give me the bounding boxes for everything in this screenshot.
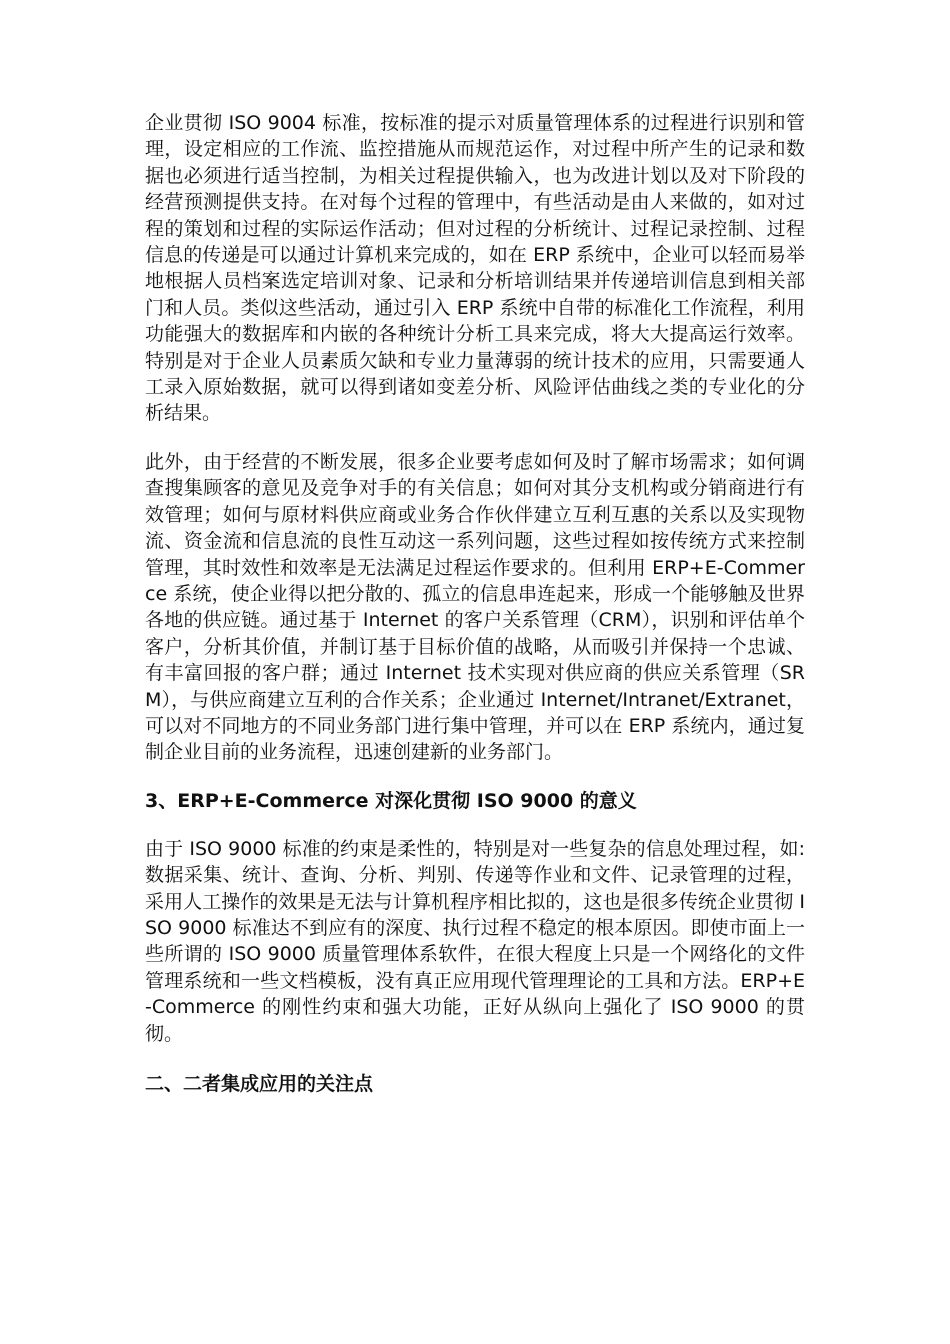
paragraph-iso9000-significance: 由于 ISO 9000 标准的约束是柔性的，特别是对一些复杂的信息处理过程，如:数据采集、统计、查询、分析、判别、传递等作业和文件、记录管理的过程，采用人工操作的效果是无法与计算机程序相比拟的，这也是很多传统企业贯彻 ISO 9000 标准达不到应有的深度、执行过程不稳定的根本原因。即使市面上一些所谓的 ISO 9000 质量管理体系软件，在很大程度上只是一个网络化的文件管理系统和一些文档模板，没有真正应用现代管理理论的工具和方法。ERP+E-Commerce 的刚性约束和强大功能，正好从纵向上强化了 ISO 9000 的贯彻。	[145, 837, 805, 1045]
document-page	[145, 110, 805, 1117]
paragraph-iso9004: 企业贯彻 ISO 9004 标准，按标准的提示对质量管理体系的过程进行识别和管理，设定相应的工作流、监控措施从而规范运作，对过程中所产生的记录和数据也必须进行适当控制，为相关过程提供输入，也为改进计划以及对下阶段的经营预测提供支持。在对每个过程的管理中，有些活动是由人来做的，如对过程的策划和过程的实际运作活动；但对过程的分析统计、过程记录控制、过程信息的传递是可以通过计算机来完成的，如在 ERP 系统中，企业可以轻而易举地根据人员档案选定培训对象、记录和分析培训结果并传递培训信息到相关部门和人员。类似这些活动，通过引入 ERP 系统中自带的标准化工作流程，利用功能强大的数据库和内嵌的各种统计分析工具来完成，将大大提高运行效率。特别是对于企业人员素质欠缺和专业力量薄弱的统计技术的应用，只需要通人工录入原始数据，就可以得到诸如变差分析、风险评估曲线之类的专业化的分析结果。	[145, 112, 805, 425]
paragraph-supply-chain: 此外，由于经营的不断发展，很多企业要考虑如何及时了解市场需求；如何调查搜集顾客的意见及竞争对手的有关信息；如何对其分支机构或分销商进行有效管理；如何与原材料供应商或业务合作伙伴建立互利互惠的关系以及实现物流、资金流和信息流的良性互动这一系列问题，这些过程如按传统方式来控制管理，其时效性和效率是无法满足过程运作要求的。但利用 ERP+E-Commerce 系统，使企业得以把分散的、孤立的信息串连起来，形成一个能够触及世界各地的供应链。通过基于 Internet 的客户关系管理（CRM），识别和评估单个客户，分析其价值，并制订基于目标价值的战略，从而吸引并保持一个忠诚、有丰富回报的客户群；通过 Internet 技术实现对供应商的供应关系管理（SRM），与供应商建立互利的合作关系；企业通过 Internet/Intranet/Extranet，可以对不同地方的不同业务部门进行集中管理，并可以在 ERP 系统内，通过复制企业目前的业务流程，迅速创建新的业务部门。	[145, 450, 805, 764]
section-heading-integration: 二、二者集成应用的关注点	[145, 1073, 374, 1095]
section-heading-erp-ecommerce: 3、ERP+E-Commerce 对深化贯彻 ISO 9000 的意义	[145, 789, 637, 812]
